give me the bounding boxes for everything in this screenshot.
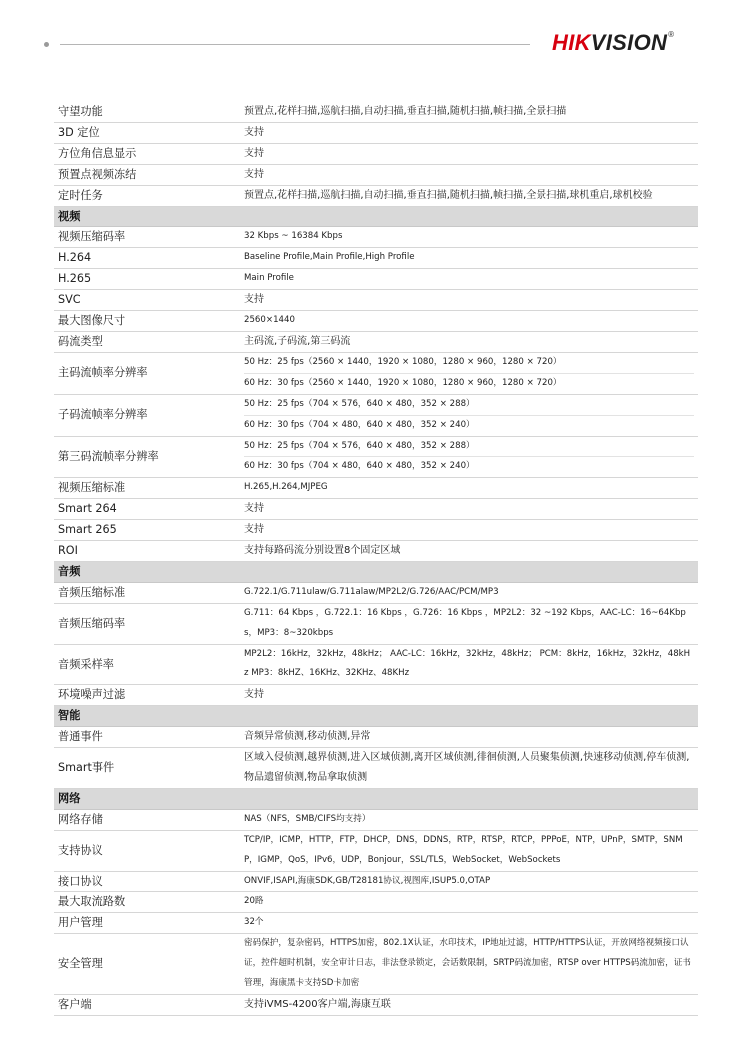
- registered-mark: ®: [668, 30, 675, 39]
- spec-row: [54, 913, 698, 934]
- spec-row: [54, 830, 698, 871]
- spec-value-line: 50 Hz：25 fps（704 × 576，640 × 480，352 × 288）: [244, 398, 475, 409]
- spec-key: 安全管理: [54, 934, 240, 995]
- spec-value: Main Profile: [240, 269, 698, 290]
- spec-value-line: 50 Hz：25 fps（2560 × 1440，1920 × 1080，1280 × 960，1280 × 720）: [244, 356, 562, 367]
- spec-key: 网络存储: [54, 809, 240, 830]
- spec-key: 预置点视频冻结: [54, 164, 240, 185]
- spec-value: 主码流,子码流,第三码流: [240, 331, 698, 352]
- section-row: [54, 561, 698, 582]
- spec-row: [54, 248, 698, 269]
- spec-row: [54, 311, 698, 332]
- section-row: [54, 788, 698, 809]
- spec-value: H.265,H.264,MJPEG: [240, 478, 698, 499]
- spec-row: [54, 269, 698, 290]
- spec-key: 最大取流路数: [54, 892, 240, 913]
- spec-value-line: 60 Hz：30 fps（704 × 480，640 × 480，352 × 240）: [244, 456, 694, 477]
- spec-value: NAS（NFS，SMB/CIFS均支持）: [240, 809, 698, 830]
- spec-key: 主码流帧率分辨率: [54, 352, 240, 394]
- spec-row: [54, 994, 698, 1015]
- spec-row: [54, 582, 698, 603]
- spec-value: 密码保护，复杂密码，HTTPS加密，802.1X认证，水印技术，IP地址过滤，HTTP/HTTPS认证，开放网络视频接口认证，控件超时机制，安全审计日志，非法登录锁定，会话数限制，SRTP码流加密，RTSP over HTTPS码流加密，证书管理，海康黑卡支持SD卡加密: [240, 934, 698, 995]
- spec-key: Smart 265: [54, 520, 240, 541]
- spec-row: [54, 352, 698, 394]
- spec-key: 音频压缩码率: [54, 603, 240, 644]
- section-row: [54, 706, 698, 727]
- spec-row: [54, 290, 698, 311]
- spec-value: 支持: [240, 499, 698, 520]
- spec-key: SVC: [54, 290, 240, 311]
- spec-value: Baseline Profile,Main Profile,High Profile: [240, 248, 698, 269]
- spec-table-body: [54, 102, 698, 1015]
- spec-key: 环境噪声过滤: [54, 685, 240, 706]
- spec-value: 区域入侵侦测,越界侦测,进入区域侦测,离开区域侦测,徘徊侦测,人员聚集侦测,快速移动侦测,停车侦测,物品遗留侦测,物品拿取侦测: [240, 748, 698, 789]
- spec-key: 普通事件: [54, 727, 240, 748]
- spec-value: 支持: [240, 143, 698, 164]
- spec-value: 20路: [240, 892, 698, 913]
- spec-row: [54, 227, 698, 248]
- spec-row: [54, 143, 698, 164]
- spec-row: [54, 727, 698, 748]
- hikvision-logo: [552, 30, 674, 56]
- spec-key: 码流类型: [54, 331, 240, 352]
- spec-row: [54, 934, 698, 995]
- spec-key: 用户管理: [54, 913, 240, 934]
- spec-value: MP2L2：16kHz，32kHz，48kHz； AAC-LC：16kHz，32kHz，48kHz； PCM：8kHz，16kHz，32kHz，48kHz MP3：8kHZ、16KHz、32KHz、48KHz: [240, 644, 698, 685]
- spec-value: 支持: [240, 164, 698, 185]
- spec-table: [54, 102, 698, 1016]
- spec-key: 支持协议: [54, 830, 240, 871]
- section-title: 音频: [54, 561, 698, 582]
- spec-row: [54, 541, 698, 562]
- spec-value: 32 Kbps ~ 16384 Kbps: [240, 227, 698, 248]
- spec-key: Smart事件: [54, 748, 240, 789]
- spec-value: 支持iVMS-4200客户端,海康互联: [240, 994, 698, 1015]
- spec-value: 支持每路码流分别设置8个固定区域: [240, 541, 698, 562]
- spec-value: TCP/IP，ICMP，HTTP，FTP，DHCP，DNS，DDNS，RTP，RTSP，RTCP，PPPoE，NTP，UPnP，SMTP，SNMP，IGMP，QoS，IPv6，UDP，Bonjour，SSL/TLS，WebSocket，WebSockets: [240, 830, 698, 871]
- spec-key: ROI: [54, 541, 240, 562]
- spec-key: 音频采样率: [54, 644, 240, 685]
- section-title: 智能: [54, 706, 698, 727]
- spec-row: [54, 102, 698, 122]
- spec-row: [54, 603, 698, 644]
- spec-key: 接口协议: [54, 871, 240, 892]
- spec-row: [54, 499, 698, 520]
- spec-value: 预置点,花样扫描,巡航扫描,自动扫描,垂直扫描,随机扫描,帧扫描,全景扫描,球机重启,球机校验: [240, 185, 698, 206]
- spec-row: [54, 748, 698, 789]
- spec-row: [54, 685, 698, 706]
- spec-row: [54, 394, 698, 436]
- spec-row: [54, 644, 698, 685]
- spec-key: 定时任务: [54, 185, 240, 206]
- spec-value-line: 50 Hz：25 fps（704 × 576，640 × 480，352 × 288）: [244, 440, 475, 451]
- spec-key: 最大图像尺寸: [54, 311, 240, 332]
- spec-value: [240, 436, 698, 478]
- spec-value-line: 60 Hz：30 fps（704 × 480，640 × 480，352 × 240）: [244, 415, 694, 436]
- spec-value: [240, 394, 698, 436]
- spec-row: [54, 185, 698, 206]
- spec-row: [54, 122, 698, 143]
- spec-value: 支持: [240, 685, 698, 706]
- logo-text-red: HIK: [552, 30, 591, 55]
- spec-value: 音频异常侦测,移动侦测,异常: [240, 727, 698, 748]
- spec-key: 视频压缩码率: [54, 227, 240, 248]
- spec-row: [54, 871, 698, 892]
- spec-row: [54, 436, 698, 478]
- logo-text-dark: VISION: [590, 30, 668, 55]
- spec-key: 视频压缩标准: [54, 478, 240, 499]
- spec-row: [54, 809, 698, 830]
- header-rule: [60, 44, 530, 45]
- spec-key: 守望功能: [54, 102, 240, 122]
- section-title: 网络: [54, 788, 698, 809]
- spec-value: 预置点,花样扫描,巡航扫描,自动扫描,垂直扫描,随机扫描,帧扫描,全景扫描: [240, 102, 698, 122]
- spec-value: 支持: [240, 520, 698, 541]
- spec-value: G.722.1/G.711ulaw/G.711alaw/MP2L2/G.726/AAC/PCM/MP3: [240, 582, 698, 603]
- spec-key: H.264: [54, 248, 240, 269]
- spec-row: [54, 478, 698, 499]
- spec-value: 支持: [240, 122, 698, 143]
- spec-row: [54, 520, 698, 541]
- spec-key: 方位角信息显示: [54, 143, 240, 164]
- spec-key: 客户端: [54, 994, 240, 1015]
- spec-key: 子码流帧率分辨率: [54, 394, 240, 436]
- spec-value: G.711：64 Kbps ，G.722.1：16 Kbps ，G.726：16 Kbps ，MP2L2：32 ~192 Kbps，AAC-LC：16~64Kbps，MP3：8~320kbps: [240, 603, 698, 644]
- spec-value-line: 60 Hz：30 fps（2560 × 1440，1920 × 1080，1280 × 960，1280 × 720）: [244, 373, 694, 394]
- section-row: [54, 206, 698, 227]
- header-dot: [44, 42, 49, 47]
- spec-row: [54, 892, 698, 913]
- spec-row: [54, 331, 698, 352]
- spec-key: 第三码流帧率分辨率: [54, 436, 240, 478]
- spec-value: 2560×1440: [240, 311, 698, 332]
- spec-row: [54, 164, 698, 185]
- spec-key: Smart 264: [54, 499, 240, 520]
- spec-key: 3D 定位: [54, 122, 240, 143]
- spec-value: ONVIF,ISAPI,海康SDK,GB/T28181协议,视图库,ISUP5.0,OTAP: [240, 871, 698, 892]
- section-title: 视频: [54, 206, 698, 227]
- spec-value: [240, 352, 698, 394]
- spec-key: H.265: [54, 269, 240, 290]
- spec-key: 音频压缩标准: [54, 582, 240, 603]
- spec-value: 支持: [240, 290, 698, 311]
- spec-value: 32个: [240, 913, 698, 934]
